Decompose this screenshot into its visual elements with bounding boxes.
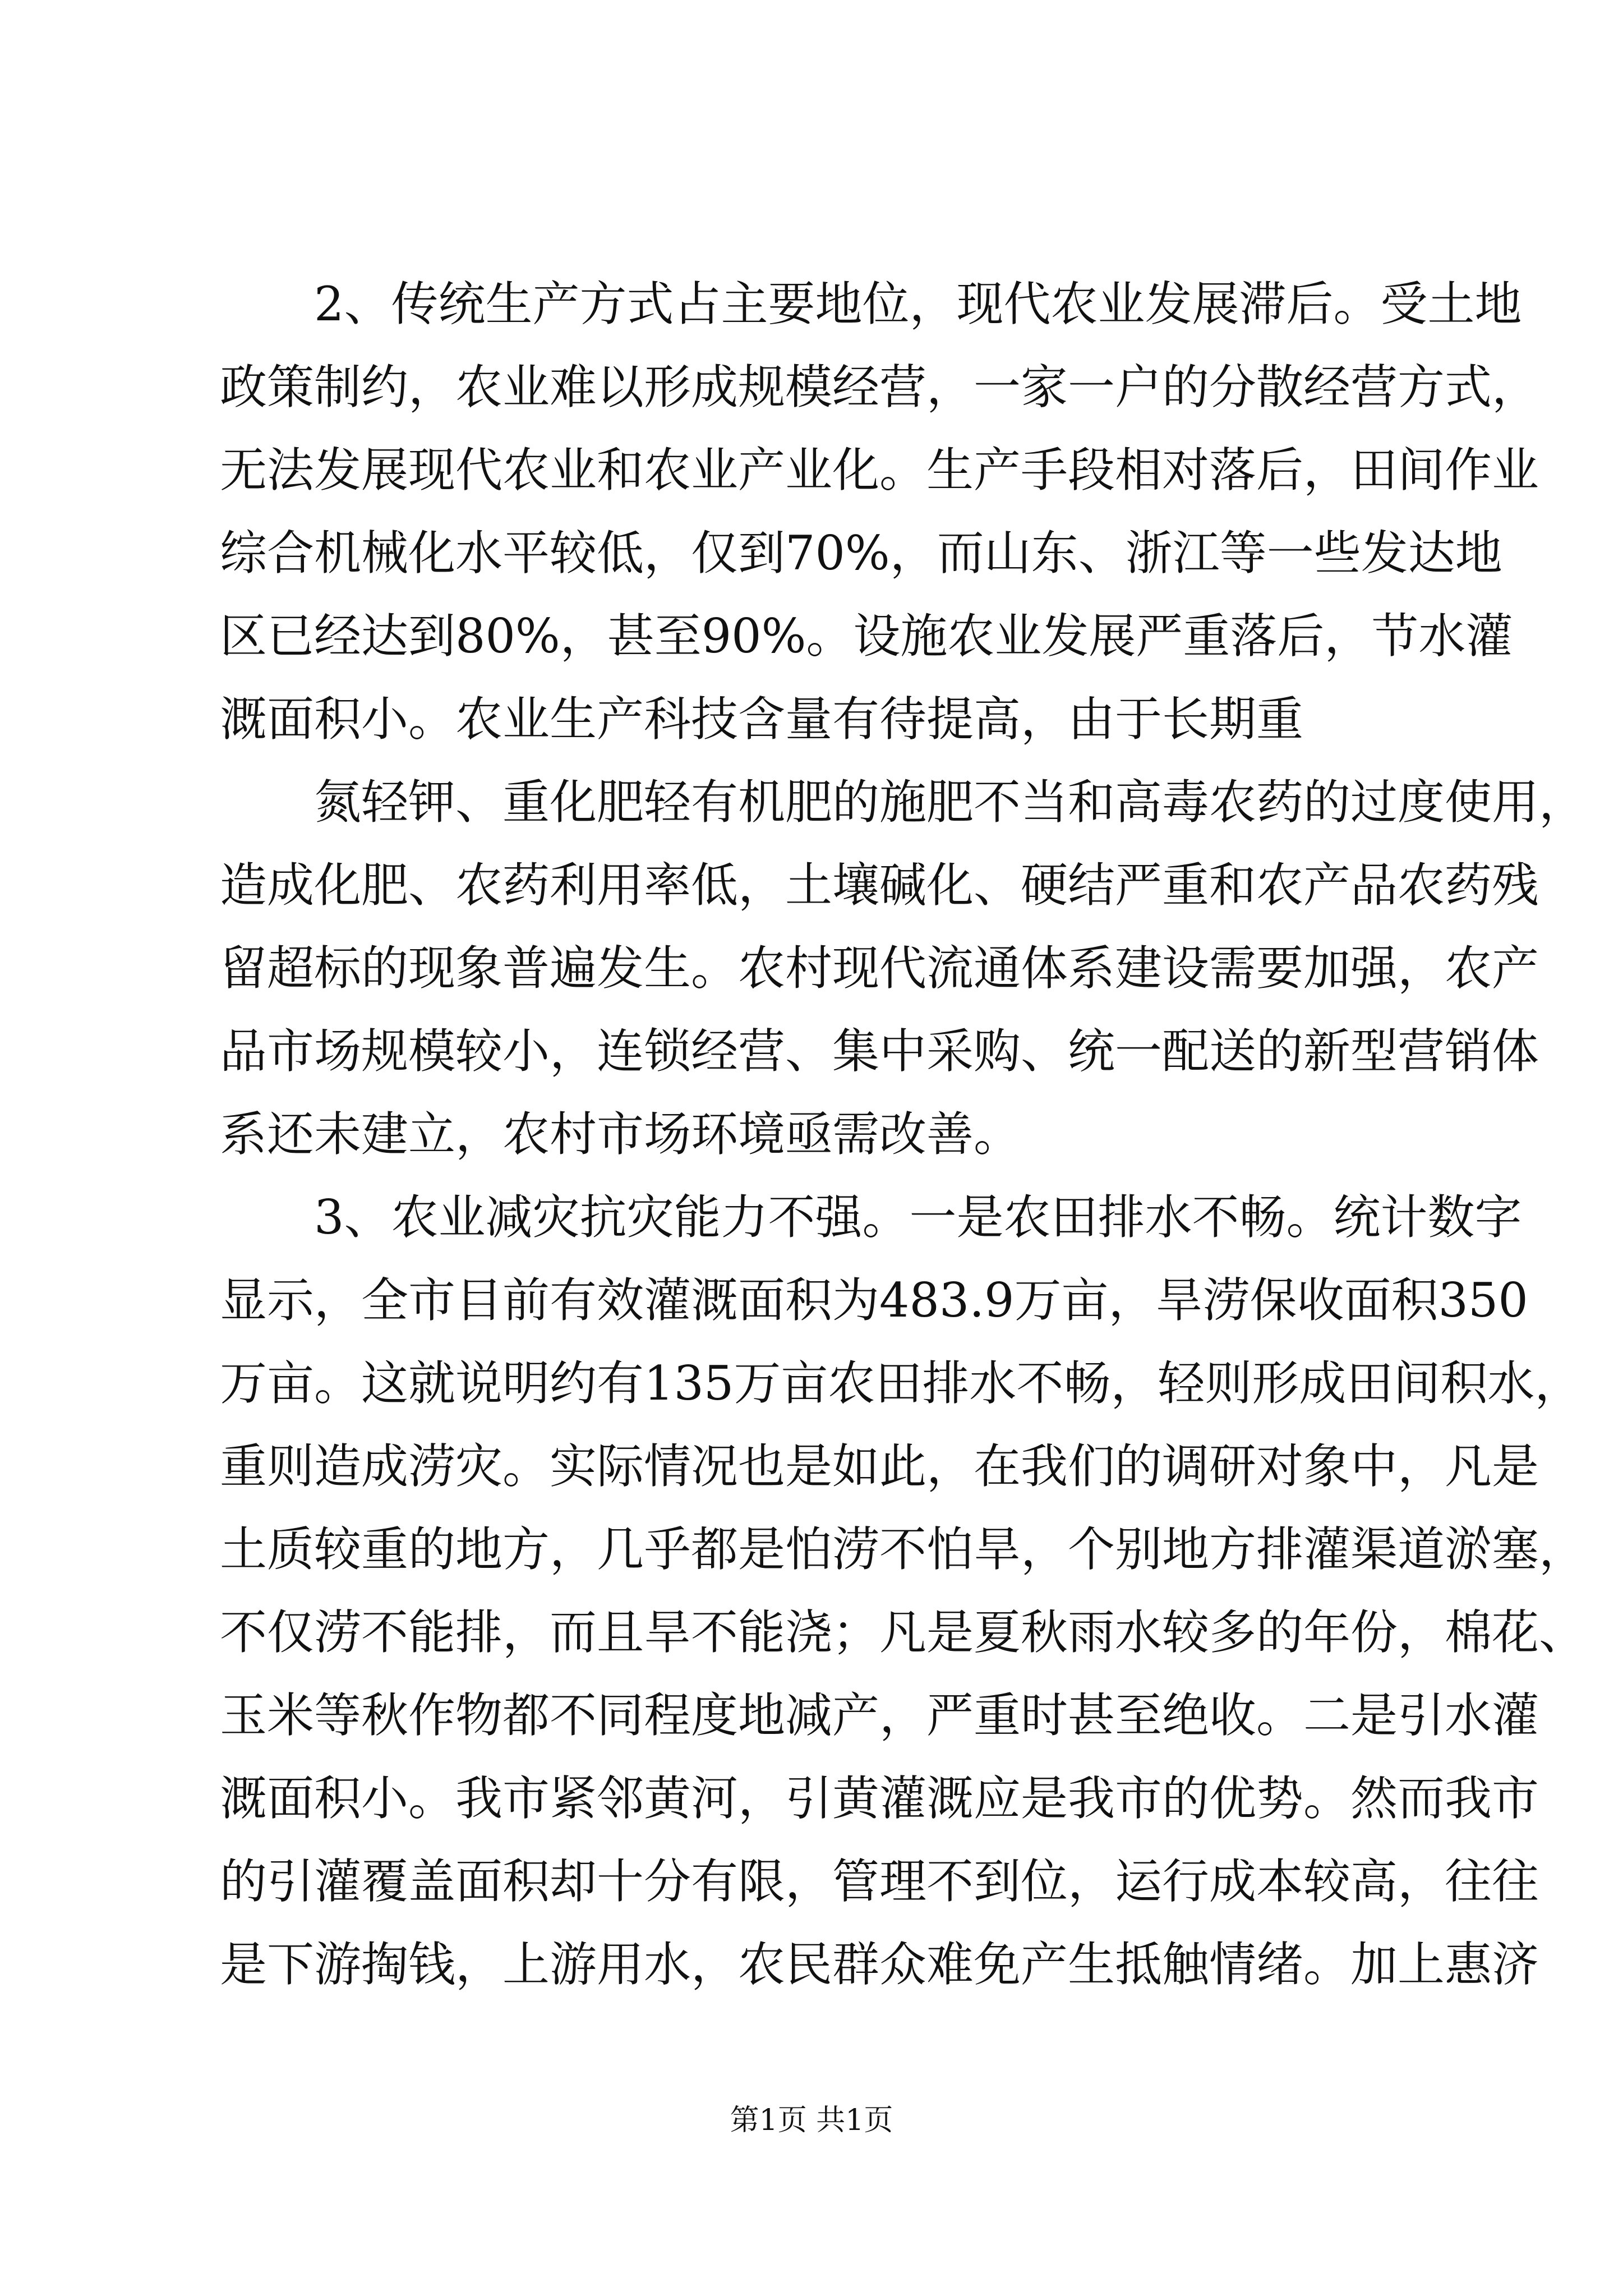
text-line: 政策制约，农业难以形成规模经营，一家一户的分散经营方式， (220, 360, 1539, 415)
text-line: 土质较重的地方，几乎都是怕涝不怕旱，个别地方排灌渠道淤塞， (220, 1522, 1587, 1577)
document-body (220, 263, 1587, 2006)
text-line: 重则造成涝灾。实际情况也是如此，在我们的调研对象中，凡是 (220, 1439, 1539, 1494)
paragraph (220, 761, 1587, 1176)
text-line: 系还未建立，农村市场环境亟需改善。 (220, 1107, 1021, 1162)
text-line: 造成化肥、农药利用率低，土壤碱化、硬结严重和农产品农药残 (220, 858, 1539, 913)
text-line: 无法发展现代农业和农业产业化。生产手段相对落后，田间作业 (220, 443, 1539, 498)
page-footer: 第1页 共1页 (730, 2104, 893, 2137)
text-line: 不仅涝不能排，而且旱不能浇；凡是夏秋雨水较多的年份，棉花、 (220, 1605, 1587, 1660)
text-line: 2、传统生产方式占主要地位，现代农业发展滞后。受土地 (314, 277, 1522, 332)
text-line: 氮轻钾、重化肥轻有机肥的施肥不当和高毒农药的过度使用， (314, 775, 1587, 830)
text-line: 溉面积小。农业生产科技含量有待提高，由于长期重 (220, 692, 1304, 747)
text-line: 品市场规模较小，连锁经营、集中采购、统一配送的新型营销体 (220, 1024, 1539, 1079)
text-line: 是下游掏钱，上游用水，农民群众难免产生抵触情绪。加上惠济 (220, 1937, 1539, 1992)
text-line: 留超标的现象普遍发生。农村现代流通体系建设需要加强，农产 (220, 941, 1539, 996)
text-line: 3、农业减灾抗灾能力不强。一是农田排水不畅。统计数字 (314, 1190, 1522, 1245)
text-line: 显示，全市目前有效灌溉面积为483.9万亩，旱涝保收面积350 (220, 1273, 1528, 1328)
text-line: 区已经达到80%，甚至90%。设施农业发展严重落后，节水灌 (220, 609, 1513, 664)
text-line: 综合机械化水平较低，仅到70%，而山东、浙江等一些发达地 (220, 526, 1502, 581)
paragraph (220, 263, 1539, 761)
text-line: 万亩。这就说明约有135万亩农田排水不畅，轻则形成田间积水， (220, 1356, 1582, 1411)
text-line: 的引灌覆盖面积却十分有限，管理不到位，运行成本较高，往往 (220, 1854, 1539, 1909)
text-line: 玉米等秋作物都不同程度地减产，严重时甚至绝收。二是引水灌 (220, 1688, 1539, 1743)
paragraph (220, 1176, 1587, 2006)
text-line: 溉面积小。我市紧邻黄河，引黄灌溉应是我市的优势。然而我市 (220, 1771, 1539, 1826)
